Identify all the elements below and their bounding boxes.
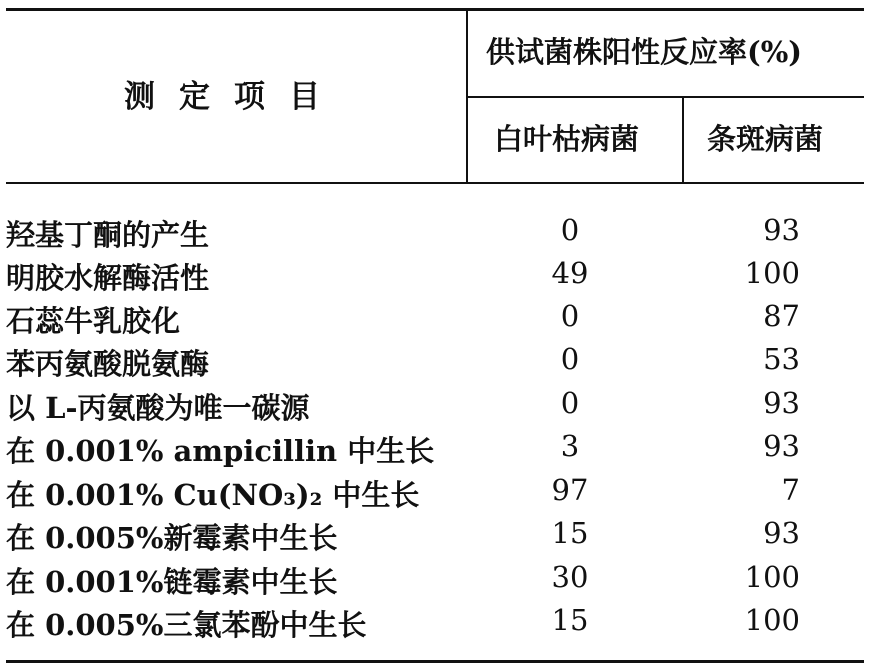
row-item: 羟基丁酮的产生 [6,218,210,252]
row-item: 以 L-丙氨酸为唯一碳源 [6,391,310,425]
row-item: 在 0.005%新霉素中生长 [6,521,338,555]
row-col1-value: 0 [560,213,580,247]
row-col1-value: 49 [551,256,589,290]
row-col2-value: 100 [744,560,800,594]
row-item: 在 0.001%链霉素中生长 [6,565,338,599]
row-col2-value: 87 [763,299,800,333]
row-col2-value: 53 [763,342,800,376]
header-col1-label: 白叶枯病菌 [494,122,640,156]
row-col1-value: 15 [551,603,589,637]
row-item: 在 0.001% ampicillin 中生长 [6,434,435,468]
header-col2-label: 条斑病菌 [707,122,824,156]
row-item: 苯丙氨酸脱氨酶 [6,347,210,381]
table-row [0,299,874,343]
table-row [0,473,874,517]
header-divider-1 [466,10,468,183]
row-col2-value: 100 [744,603,800,637]
row-col2-value: 100 [744,256,800,290]
row-item: 石蕊牛乳胶化 [6,304,181,338]
row-item: 在 0.001% Cu(NO₃)₂ 中生长 [6,478,420,512]
table-row [0,386,874,430]
row-col1-value: 15 [551,516,589,550]
table-row [0,256,874,300]
row-col1-value: 97 [551,473,589,507]
header-divider-2 [682,97,684,183]
table-row [0,213,874,257]
row-col1-value: 30 [551,560,589,594]
row-col1-value: 0 [560,342,580,376]
table-row [0,429,874,473]
row-col2-value: 93 [763,429,800,463]
header-item-label: 测定项目 [124,79,344,115]
header-bottom-rule [6,182,864,184]
row-col1-value: 3 [560,429,580,463]
row-col2-value: 93 [763,516,800,550]
table-row [0,603,874,647]
table-bottom-rule [6,660,864,663]
table-row [0,516,874,560]
row-col2-value: 93 [763,213,800,247]
row-item: 明胶水解酶活性 [6,261,210,295]
row-col2-value: 7 [781,473,800,507]
row-col1-value: 0 [560,386,580,420]
table-top-rule [6,8,864,11]
row-col2-value: 93 [763,386,800,420]
row-item: 在 0.005%三氯苯酚中生长 [6,608,367,642]
header-group-label: 供试菌株阳性反应率(%) [486,35,802,69]
row-col1-value: 0 [560,299,580,333]
table-row [0,560,874,604]
header-sub-rule [467,96,864,98]
table-row [0,342,874,386]
